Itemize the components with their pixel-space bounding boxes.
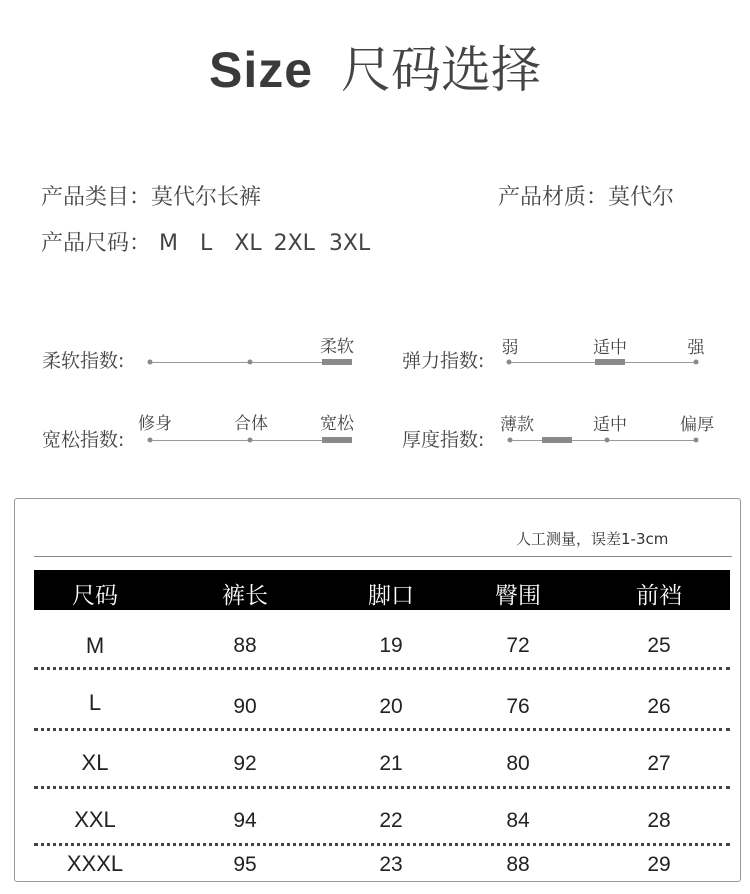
- elasticity-dot: [507, 360, 512, 365]
- elasticity-mark: 适中: [593, 338, 627, 358]
- thickness-dot: [605, 438, 610, 443]
- size-cell: M: [85, 633, 105, 658]
- thickness-mark: 偏厚: [680, 415, 714, 435]
- softness-indicator: [322, 359, 352, 365]
- header-cell-length: 裤长: [222, 583, 268, 609]
- page-title: [0, 30, 750, 102]
- measurement-note: 人工测量，误差1-3cm: [516, 530, 669, 548]
- size-cell: XXXL: [66, 851, 124, 876]
- note-divider: [34, 556, 732, 557]
- fit-dot: [148, 438, 153, 443]
- fit-label: 宽松指数:: [42, 429, 125, 451]
- thickness-indicator: [542, 437, 572, 443]
- length-cell: 95: [233, 853, 257, 876]
- hip-cell: 88: [506, 853, 530, 876]
- elasticity-mark: 弱: [501, 338, 519, 358]
- size-cell: XXL: [74, 807, 116, 832]
- header-cell-size: 尺码: [72, 583, 118, 609]
- thickness-dot: [508, 438, 513, 443]
- hip-cell: 80: [506, 752, 530, 775]
- material-value: 莫代尔: [608, 185, 675, 210]
- size-cell: L: [88, 690, 102, 715]
- hem-cell: 19: [379, 634, 403, 657]
- category-info: [41, 180, 261, 211]
- material-info: [498, 180, 674, 211]
- title-zh: 尺码选择: [341, 41, 542, 99]
- size-option: 2XL: [273, 231, 315, 256]
- elasticity-dot: [694, 360, 699, 365]
- rise-cell: 27: [647, 752, 671, 775]
- row-divider: [34, 728, 730, 731]
- size-option: XL: [234, 231, 262, 256]
- row-divider: [34, 843, 730, 846]
- row-divider: [34, 667, 730, 670]
- fit-mark: 宽松: [320, 414, 354, 434]
- material-label: 产品材质：: [498, 185, 609, 210]
- softness-label: 柔软指数:: [42, 350, 125, 372]
- thickness-mark: 薄款: [500, 415, 534, 435]
- fit-mark: 修身: [138, 414, 172, 434]
- elasticity-label: 弹力指数:: [402, 350, 485, 372]
- rise-cell: 26: [647, 695, 671, 718]
- header-cell-hip: 臀围: [495, 583, 541, 609]
- hip-cell: 72: [506, 634, 530, 657]
- softness-dot: [148, 360, 153, 365]
- hem-cell: 22: [379, 809, 403, 832]
- size-option: L: [200, 231, 213, 256]
- softness-mark: 柔软: [320, 337, 354, 357]
- length-cell: 90: [233, 695, 257, 718]
- thickness-label: 厚度指数:: [402, 429, 485, 451]
- title-en: Size: [208, 42, 314, 98]
- category-label: 产品类目：: [41, 185, 152, 210]
- elasticity-mark: 强: [687, 338, 705, 358]
- length-cell: 94: [233, 809, 257, 832]
- rise-cell: 28: [647, 809, 671, 832]
- hem-cell: 20: [379, 695, 403, 718]
- length-cell: 88: [233, 634, 257, 657]
- size-cell: XL: [81, 750, 109, 775]
- size-option: M: [159, 231, 178, 256]
- elasticity-indicator: [595, 359, 625, 365]
- size-option: 3XL: [328, 231, 371, 256]
- thickness-dot: [694, 438, 699, 443]
- fit-dot: [248, 438, 253, 443]
- row-divider: [34, 786, 730, 789]
- header-cell-rise: 前裆: [636, 583, 682, 609]
- header-cell-hem: 脚口: [368, 583, 414, 609]
- fit-mark: 合体: [234, 414, 268, 434]
- softness-dot: [248, 360, 253, 365]
- hip-cell: 84: [506, 809, 530, 832]
- table-header: [34, 570, 730, 610]
- rise-cell: 25: [647, 634, 671, 657]
- rise-cell: 29: [647, 853, 671, 876]
- thickness-mark: 适中: [593, 415, 627, 435]
- thickness-track: [510, 440, 697, 441]
- size-label: 产品尺码：: [41, 231, 152, 256]
- length-cell: 92: [233, 752, 257, 775]
- hem-cell: 23: [379, 853, 403, 876]
- category-value: 莫代尔长裤: [151, 185, 262, 210]
- fit-indicator: [322, 437, 352, 443]
- hip-cell: 76: [506, 695, 530, 718]
- hem-cell: 21: [379, 752, 403, 775]
- size-info: [41, 226, 392, 257]
